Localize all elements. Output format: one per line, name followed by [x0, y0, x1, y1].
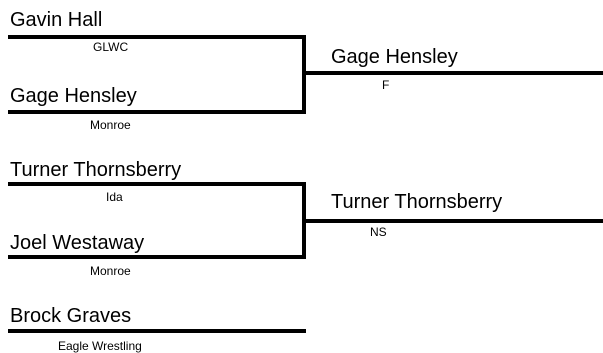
- team-name: Eagle Wrestling: [58, 339, 142, 353]
- bracket-line: [8, 182, 306, 186]
- team-name: Monroe: [90, 118, 131, 132]
- team-name: Ida: [106, 190, 123, 204]
- bracket-line: [8, 329, 306, 333]
- bracket-line: [8, 35, 306, 39]
- match-result: F: [382, 78, 390, 92]
- wrestler-name: Joel Westaway: [10, 232, 145, 254]
- bracket-line: [302, 71, 603, 75]
- winner-name: Turner Thornsberry: [331, 191, 503, 213]
- wrestler-name: Brock Graves: [10, 305, 132, 327]
- bracket-line: [302, 219, 603, 223]
- team-name: Monroe: [90, 264, 131, 278]
- bracket-line: [8, 255, 306, 259]
- winner-name: Gage Hensley: [331, 46, 458, 68]
- wrestler-name: Turner Thornsberry: [10, 159, 182, 181]
- match-result: NS: [370, 225, 387, 239]
- team-name: GLWC: [93, 40, 129, 54]
- bracket-line: [8, 110, 306, 114]
- wrestler-name: Gage Hensley: [10, 85, 137, 107]
- wrestler-name: Gavin Hall: [10, 9, 103, 31]
